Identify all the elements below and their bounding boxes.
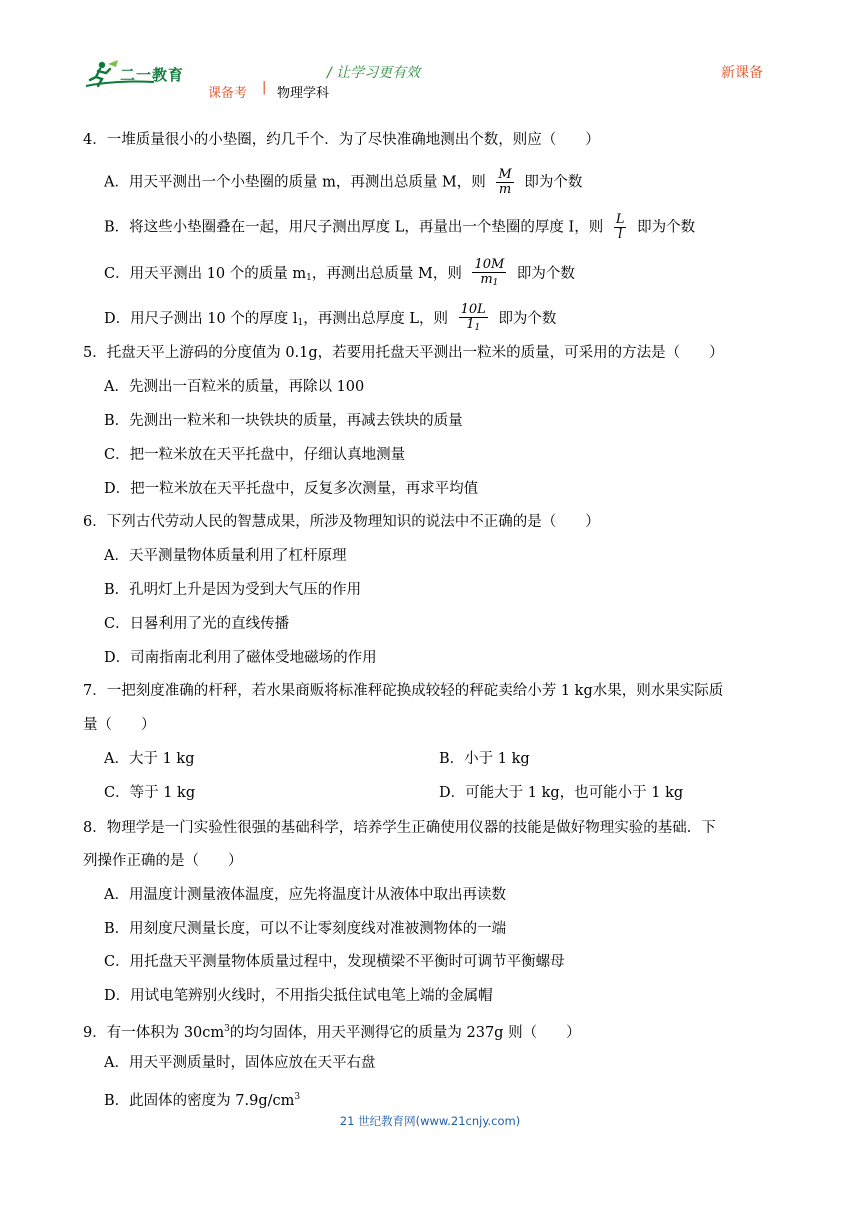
q4-c-subscript: 1	[306, 273, 312, 283]
q4-c-fraction	[472, 258, 506, 290]
q8-option-d: D．用试电笔辨别火线时，不用指尖抵住试电笔上端的金属帽	[104, 988, 493, 1004]
q5-option-c: C．把一粒米放在天平托盘中，仔细认真地测量	[104, 447, 406, 463]
q4-d-denominator	[459, 318, 488, 335]
q4-d-subscript: 1	[297, 318, 304, 328]
q4-a-suffix: 即为个数	[524, 174, 583, 191]
q4-option-d	[104, 303, 556, 335]
q4-d-suffix: 即为个数	[498, 311, 557, 327]
q8-stem-line1: 8．物理学是一门实验性很强的基础科学，培养学生正确使用仪器的技能是做好物理实验的基础．下	[83, 820, 716, 836]
footer-link[interactable]: 21 世纪教育网(www.21cnjy.com)	[339, 1114, 521, 1128]
q4-option-a	[104, 168, 582, 197]
q8-stem-line2: 列操作正确的是（ ）	[83, 853, 243, 869]
q4-option-c	[104, 258, 575, 290]
q9-stem-pre: 9．有一体积为 30cm	[83, 1025, 225, 1041]
q4-b-fraction	[614, 213, 627, 242]
q4-d-numerator: 10L	[460, 302, 486, 317]
q4-b-suffix: 即为个数	[637, 219, 696, 236]
q4-d-text: D．用尺子测出 10 个的厚度 l	[104, 311, 298, 327]
q5-option-d: D．把一粒米放在天平托盘中，反复多次测量，再求平均值	[104, 481, 479, 497]
q4-b-numerator: L	[615, 212, 625, 227]
header-sub-left: 课备考	[208, 86, 248, 101]
q9-option-b	[104, 1087, 300, 1111]
q9-option-a: A．用天平测质量时，固体应放在天平右盘	[104, 1055, 376, 1071]
slogan: / 让学习更有效	[327, 65, 421, 81]
q4-a-fraction	[496, 168, 513, 197]
q6-option-b: B．孔明灯上升是因为受到大气压的作用	[104, 582, 362, 598]
header-subject: 物理学科	[277, 86, 330, 101]
q9-stem	[83, 1019, 581, 1043]
q4-a-text: A．用天平测出一个小垫圈的质量 m，再测出总质量 M，则	[104, 174, 486, 191]
q9-b-text: B．此固体的密度为 7.9g/cm	[104, 1093, 295, 1109]
q6-option-a: A．天平测量物体质量利用了杠杆原理	[104, 548, 347, 564]
q4-a-denominator: m	[498, 182, 512, 197]
q8-option-c: C．用托盘天平测量物体质量过程中，发现横梁不平衡时可调节平衡螺母	[104, 954, 565, 970]
q4-b-denominator: l	[618, 227, 623, 242]
q4-option-b	[104, 213, 695, 242]
q7-stem-line2: 量（ ）	[83, 717, 156, 733]
q4-d-fraction	[459, 303, 488, 335]
q4-c-text: C．用天平测出 10 个的质量 m	[104, 266, 307, 282]
q7-option-d: D．可能大于 1 kg，也可能小于 1 kg	[439, 785, 684, 801]
q7-option-b: B．小于 1 kg	[439, 751, 530, 767]
q4-c-numerator: 10M	[474, 257, 505, 272]
q7-option-a: A．大于 1 kg	[104, 751, 195, 767]
q4-c-text2: ，再测出总质量 M，则	[311, 266, 462, 282]
q4-d-text2: ，再测出总厚度 L，则	[303, 311, 449, 327]
header-separator: |	[262, 80, 267, 95]
q4-c-den-sub: 1	[492, 278, 499, 288]
q8-option-a: A．用温度计测量液体温度，应先将温度计从液体中取出再读数	[104, 887, 506, 903]
logo-text: 二一教育	[120, 66, 185, 84]
q6-option-d: D．司南指南北利用了磁体受地磁场的作用	[104, 650, 377, 666]
q6-stem: 6．下列古代劳动人民的智慧成果，所涉及物理知识的说法中不正确的是（ ）	[83, 514, 600, 530]
q4-d-den-base: 1	[466, 317, 475, 332]
q5-option-a: A．先测出一百粒米的质量，再除以 100	[104, 379, 365, 395]
q7-option-c: C．等于 1 kg	[104, 785, 196, 801]
q4-stem: 4．一堆质量很小的小垫圈，约几千个．为了尽快准确地测出个数，则应（ ）	[83, 132, 600, 148]
q6-option-c: C．日晷利用了光的直线传播	[104, 616, 290, 632]
q5-option-b: B．先测出一粒米和一块铁块的质量，再减去铁块的质量	[104, 413, 463, 429]
q9-stem-sup: 3	[224, 1024, 230, 1034]
q9-b-sup: 3	[294, 1092, 301, 1102]
q9-stem-post: 的均匀固体，用天平测得它的质量为 237g 则（ ）	[229, 1025, 581, 1041]
q4-d-den-sub: 1	[474, 323, 481, 333]
q8-option-b: B．用刻度尺测量长度，可以不让零刻度线对准被测物体的一端	[104, 921, 507, 937]
header-new-course: 新课备	[721, 65, 763, 81]
q4-c-suffix: 即为个数	[516, 266, 575, 282]
q7-stem-line1: 7．一把刻度准确的杆秤，若水果商贩将标准秤砣换成较轻的秤砣卖给小芳 1 kg水果，则水果实际质	[83, 683, 724, 699]
q4-c-den-base: m	[480, 272, 493, 287]
q4-a-numerator: M	[498, 167, 512, 182]
q4-b-text: B．将这些小垫圈叠在一起，用尺子测出厚度 L，再量出一个垫圈的厚度 I，则	[104, 219, 604, 236]
q4-c-denominator	[472, 273, 506, 290]
q5-stem: 5．托盘天平上游码的分度值为 0.1g，若要用托盘天平测出一粒米的质量，可采用的方法是（ ）	[83, 345, 724, 361]
